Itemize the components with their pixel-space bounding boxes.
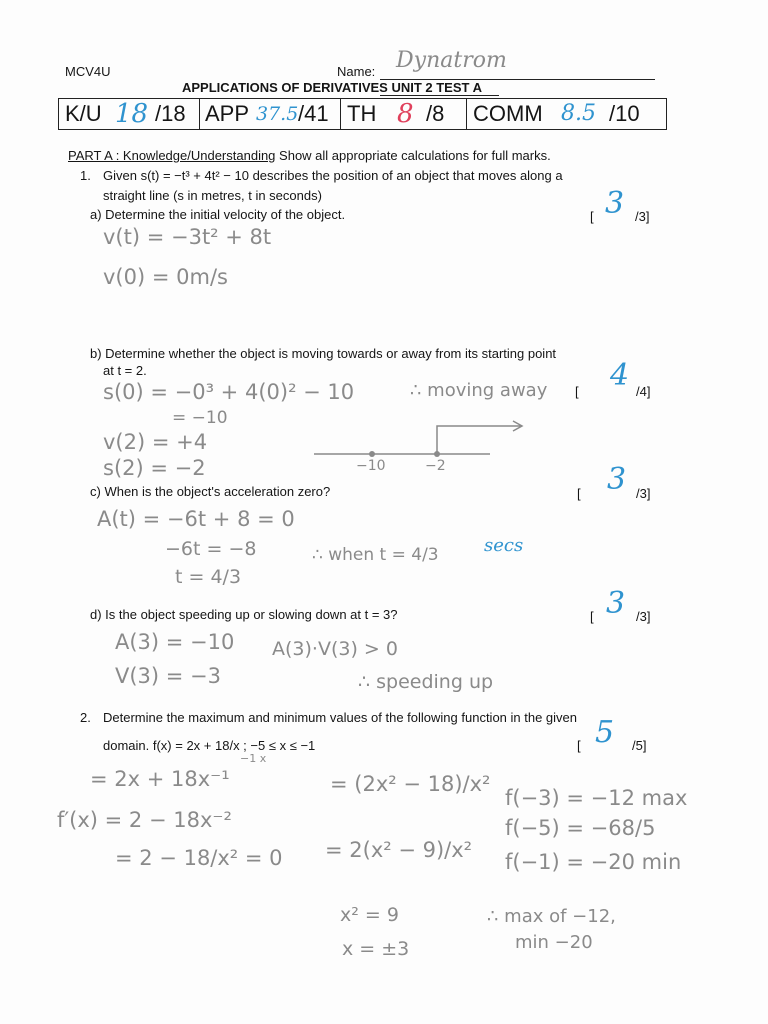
q2-annotation: −1 x xyxy=(240,752,267,765)
marks-summary-box xyxy=(58,98,667,130)
q1d-total: /3] xyxy=(636,609,651,624)
q1c-score: 3 xyxy=(607,462,627,497)
q2-stem-line1: Determine the maximum and minimum values of the following function in the given xyxy=(103,710,578,725)
ku-label: K/U xyxy=(65,101,102,126)
q1c-prompt: c) When is the object's acceleration zero? xyxy=(90,484,331,499)
test-title: APPLICATIONS OF DERIVATIVES UNIT 2 TEST A xyxy=(182,80,482,95)
q1d-bracket: [ xyxy=(590,609,594,624)
comm-cell xyxy=(467,99,666,129)
q1c-bracket: [ xyxy=(577,486,581,501)
q2-work-left-2: f′(x) = 2 − 18x⁻² xyxy=(57,808,232,832)
q2-conclusion-1: ∴ max of −12, xyxy=(487,906,616,927)
q1b-work-4: s(2) = −2 xyxy=(103,456,206,480)
tick-label-neg2: −2 xyxy=(425,458,446,474)
q2-score: 5 xyxy=(595,715,615,750)
motion-arrow-path xyxy=(437,426,522,454)
q2-work-mid-1: = (2x² − 18)/x² xyxy=(330,772,491,796)
ku-total: /18 xyxy=(155,101,186,126)
q2-work-mid-3: x² = 9 xyxy=(340,904,399,926)
ku-cell xyxy=(59,99,200,129)
q2-work-mid-2: = 2(x² − 9)/x² xyxy=(325,838,473,862)
q1a-work-2: v(0) = 0m/s xyxy=(103,265,228,289)
course-code: MCV4U xyxy=(65,64,111,79)
q1a-prompt: a) Determine the initial velocity of the object. xyxy=(90,207,346,222)
q1b-prompt-line2: at t = 2. xyxy=(103,363,147,378)
number-line-diagram xyxy=(300,410,540,470)
app-score: 37.5 xyxy=(256,103,299,125)
q2-work-mid-4: x = ±3 xyxy=(342,938,410,960)
q1a-total: /3] xyxy=(635,209,650,224)
q1c-conclusion: ∴ when t = 4/3 xyxy=(312,545,439,565)
comm-score: 8.5 xyxy=(561,101,596,126)
q1d-conclusion: ∴ speeding up xyxy=(358,671,494,693)
q1d-prompt: d) Is the object speeding up or slowing down at t = 3? xyxy=(90,607,398,622)
q1b-work-3: v(2) = +4 xyxy=(103,430,208,454)
part-a-line xyxy=(68,148,551,163)
q1b-prompt-line1: b) Determine whether the object is moving towards or away from its starting point xyxy=(90,346,557,361)
q1a-work-1: v(t) = −3t² + 8t xyxy=(103,225,272,249)
q1b-total: /4] xyxy=(636,384,651,399)
th-cell xyxy=(341,99,467,129)
app-cell xyxy=(200,99,341,129)
q1d-work-1: A(3) = −10 xyxy=(115,630,235,654)
q1c-units: secs xyxy=(484,535,524,556)
name-label: Name: xyxy=(337,64,376,79)
q2-bracket: [ xyxy=(577,738,581,753)
th-score: 8 xyxy=(397,99,414,129)
q1-stem-line2: straight line (s in metres, t in seconds) xyxy=(103,188,322,203)
q2-conclusion-2: min −20 xyxy=(515,932,593,953)
q1b-conclusion: ∴ moving away xyxy=(410,380,548,401)
ku-score: 18 xyxy=(115,99,149,129)
part-a-instructions: Show all appropriate calculations for full marks. xyxy=(279,148,551,163)
q2-total: /5] xyxy=(632,738,647,753)
comm-label: COMM xyxy=(473,101,543,126)
q1d-score: 3 xyxy=(606,586,626,621)
q2-stem-line2: domain. f(x) = 2x + 18/x ; −5 ≤ x ≤ −1 xyxy=(103,738,316,753)
q2-work-left-3: = 2 − 18/x² = 0 xyxy=(115,846,283,870)
q1c-work-1: A(t) = −6t + 8 = 0 xyxy=(97,507,295,531)
q1b-work-2: = −10 xyxy=(172,408,228,428)
q1c-total: /3] xyxy=(636,486,651,501)
q1d-work-2: V(3) = −3 xyxy=(115,664,222,688)
q1b-work-1: s(0) = −0³ + 4(0)² − 10 xyxy=(103,380,355,404)
q2-work-right-2: f(−5) = −68/5 xyxy=(505,816,656,840)
q2-number: 2. xyxy=(80,710,91,725)
q1a-score: 3 xyxy=(605,186,625,221)
q1a-bracket: [ xyxy=(590,209,594,224)
q1c-work-3: t = 4/3 xyxy=(175,566,242,588)
title-underline xyxy=(380,95,499,96)
q1d-product: A(3)·V(3) > 0 xyxy=(272,638,398,660)
comm-total: /10 xyxy=(609,101,640,126)
app-label: APP xyxy=(205,101,250,126)
q2-work-right-1: f(−3) = −12 max xyxy=(505,786,688,810)
q1-stem-line1: Given s(t) = −t³ + 4t² − 10 describes the position of an object that moves along a xyxy=(103,168,563,183)
q1b-score: 4 xyxy=(610,358,630,393)
th-total: /8 xyxy=(426,101,445,126)
q1c-work-2: −6t = −8 xyxy=(165,538,257,560)
start-point-dot xyxy=(369,451,375,457)
q2-work-right-3: f(−1) = −20 min xyxy=(505,850,682,874)
q1-number: 1. xyxy=(80,168,91,183)
q2-work-left-1: = 2x + 18x⁻¹ xyxy=(90,767,230,791)
app-total: /41 xyxy=(298,101,329,126)
part-a-heading: PART A : Knowledge/Understanding xyxy=(68,148,276,163)
q1b-bracket: [ xyxy=(575,384,579,399)
student-name: Dynatrom xyxy=(396,48,507,73)
tick-label-neg10: −10 xyxy=(356,458,386,474)
th-label: TH xyxy=(347,101,377,126)
